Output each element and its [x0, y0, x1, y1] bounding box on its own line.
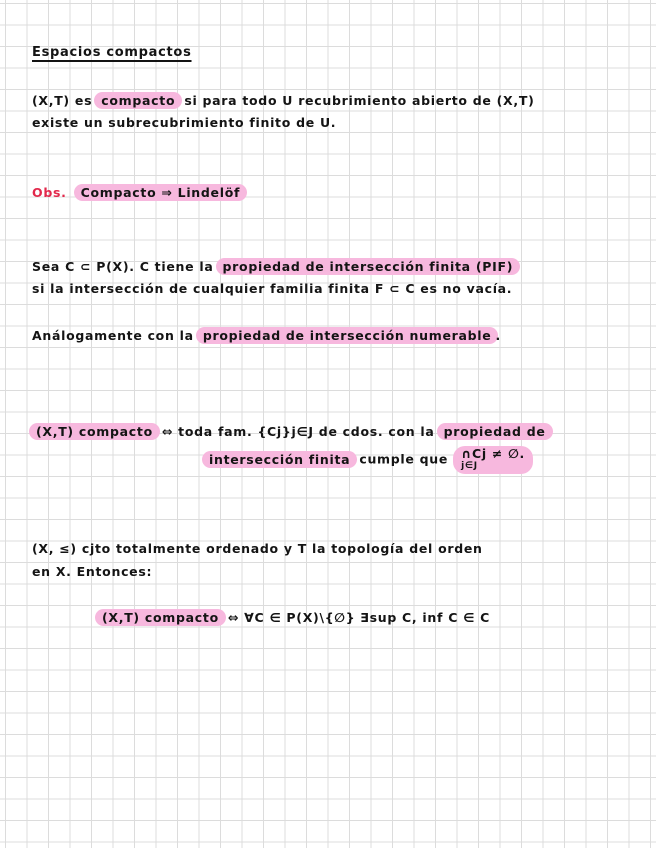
pin-end: .: [495, 328, 501, 343]
obs-highlight: Compacto ⇒ Lindelöf: [74, 184, 248, 201]
order-line-2: en X. Entonces:: [32, 564, 153, 579]
order-theorem-highlight: (X,T) compacto: [95, 609, 226, 626]
intersection-index: j∈J: [461, 461, 478, 471]
compact-def-text: (X,T) es: [32, 93, 93, 108]
pin-highlight: propiedad de intersección numerable: [196, 327, 499, 344]
pif-line-2: si la intersección de cualquier familia finita F ⊂ C es no vacía.: [32, 281, 513, 296]
order-line-1: (X, ≤) cjto totalmente ordenado y T la topología del orden: [32, 541, 483, 556]
observation: [32, 184, 244, 202]
compact-definition-line-2: existe un subrecubrimiento finito de U.: [32, 115, 337, 130]
order-theorem: [98, 609, 490, 627]
pin-line: [32, 327, 501, 345]
theorem-1-highlight-2: propiedad de: [437, 423, 553, 440]
obs-label: Obs.: [32, 185, 67, 200]
theorem-1-highlight-3: intersección finita: [202, 451, 357, 468]
intersection-expression: ∩Cj ≠ ∅.: [461, 446, 525, 461]
theorem-1-line-2: [205, 446, 533, 474]
compact-def-text-rest: si para todo U recubrimiento abierto de (X,T): [184, 93, 535, 108]
compact-definition-line-1: [32, 92, 534, 110]
theorem-1-highlight: (X,T) compacto: [29, 423, 160, 440]
page-title: Espacios compactos: [32, 45, 192, 60]
theorem-1-line-1: [32, 423, 550, 441]
compact-highlight: compacto: [94, 92, 182, 109]
theorem-1-text: ⇔ toda fam. {Cj}j∈J de cdos. con la: [161, 424, 435, 439]
intersection-condition: [453, 446, 533, 474]
pif-highlight: propiedad de intersección finita (PIF): [216, 258, 521, 275]
pif-text: Sea C ⊂ P(X). C tiene la: [32, 259, 214, 274]
pif-line-1: [32, 258, 517, 276]
theorem-1-text-2: cumple que: [359, 451, 449, 467]
order-theorem-text: ⇔ ∀C ∈ P(X)\{∅} ∃sup C, inf C ∈ C: [227, 610, 490, 625]
pin-text: Análogamente con la: [32, 328, 194, 343]
